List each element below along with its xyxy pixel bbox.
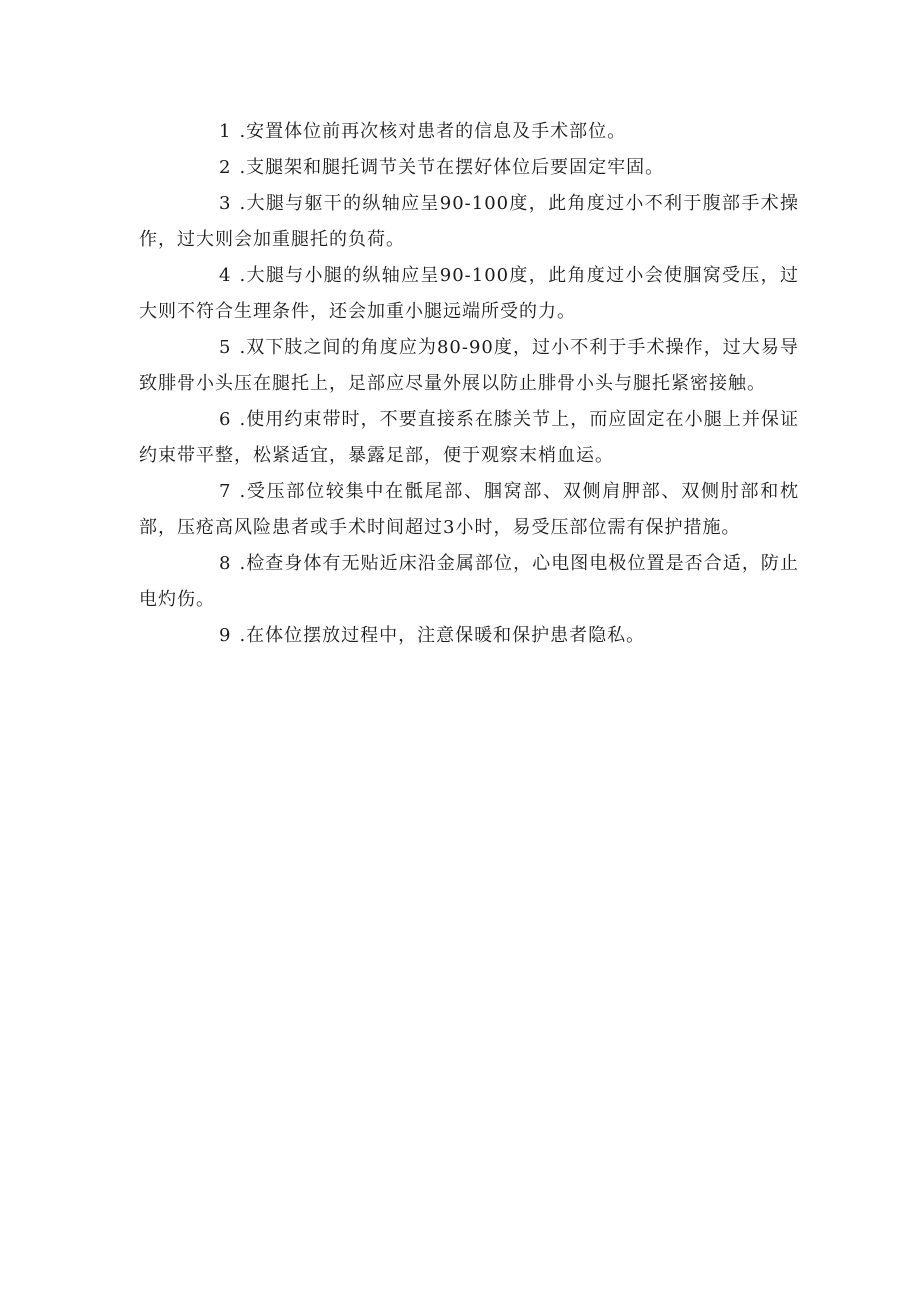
item-text: .大腿与小腿的纵轴应呈90-100度，此角度过小会使腘窝受压，过大则不符合生理条件，还会加重小腿远端所受的力。 [139, 265, 799, 322]
numbered-list [139, 114, 799, 654]
item-text: .安置体位前再次核对患者的信息及手术部位。 [239, 121, 627, 142]
item-number: 6 [219, 409, 232, 430]
list-item [139, 114, 799, 150]
list-item [139, 546, 799, 618]
item-number: 4 [219, 265, 232, 286]
item-text: .在体位摆放过程中，注意保暖和保护患者隐私。 [239, 625, 646, 646]
list-item [139, 402, 799, 474]
item-text: .大腿与躯干的纵轴应呈90-100度，此角度过小不利于腹部手术操作，过大则会加重腿托的负荷。 [139, 193, 799, 250]
item-number: 2 [219, 157, 232, 178]
item-text: .使用约束带时，不要直接系在膝关节上，而应固定在小腿上并保证约束带平整，松紧适宜，暴露足部，便于观察末梢血运。 [139, 409, 799, 466]
item-number: 9 [219, 625, 232, 646]
item-number: 1 [219, 121, 232, 142]
list-item [139, 258, 799, 330]
item-text: .双下肢之间的角度应为80-90度，过小不利于手术操作，过大易导致腓骨小头压在腿托上，足部应尽量外展以防止腓骨小头与腿托紧密接触。 [139, 337, 799, 394]
item-number: 5 [219, 337, 232, 358]
list-item [139, 150, 799, 186]
item-number: 7 [219, 481, 232, 502]
list-item [139, 474, 799, 546]
item-text: .受压部位较集中在骶尾部、腘窝部、双侧肩胛部、双侧肘部和枕部，压疮高风险患者或手术时间超过3小时，易受压部位需有保护措施。 [139, 481, 799, 538]
item-text: .检查身体有无贴近床沿金属部位，心电图电极位置是否合适，防止电灼伤。 [139, 553, 799, 610]
list-item [139, 186, 799, 258]
list-item [139, 330, 799, 402]
list-item [139, 618, 799, 654]
item-number: 3 [219, 193, 232, 214]
item-text: .支腿架和腿托调节关节在摆好体位后要固定牢固。 [239, 157, 665, 178]
item-number: 8 [219, 553, 232, 574]
